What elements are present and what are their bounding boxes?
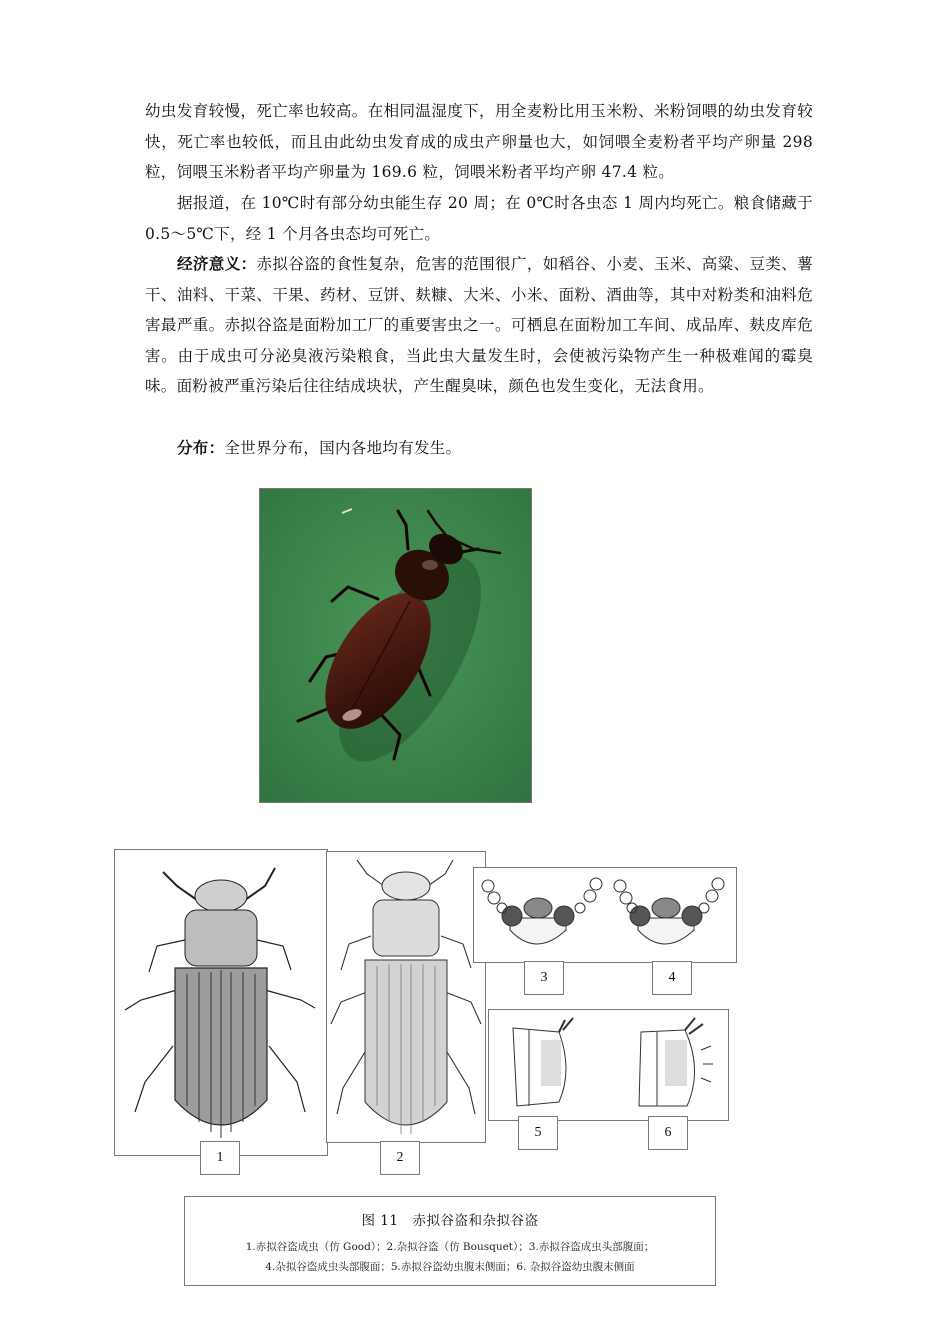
beetle-photo — [259, 488, 532, 803]
economic-significance-label: 经济意义： — [177, 254, 257, 273]
paragraph-larval-development: 幼虫发育较慢，死亡率也较高。在相同温湿度下，用全麦粉比用玉米粉、米粉饲喂的幼虫发育较快，死亡率也较低，而且由此幼虫发育成的成虫产卵量也大，如饲喂全麦粉者平均产卵量 298 粒，饲喂玉米粉者平均产卵量为 169.6 粒，饲喂米粉者平均产卵 47.4 粒。 — [145, 102, 813, 181]
paragraph-economic-significance — [145, 249, 813, 402]
panel-number-1: 1 — [200, 1141, 240, 1175]
panel-number-5: 5 — [518, 1116, 558, 1150]
panel-number-2: 2 — [380, 1141, 420, 1175]
paragraph-temperature: 据报道，在 10℃时有部分幼虫能生存 20 周；在 0℃时各虫态 1 周内均死亡。粮食储藏于 0.5～5℃下，经 1 个月各虫态均可死亡。 — [145, 194, 813, 243]
panel-number-4: 4 — [652, 961, 692, 995]
caption-figure-title: 赤拟谷盗和杂拟谷盗 — [412, 1213, 539, 1229]
panel-number-6: 6 — [648, 1116, 688, 1150]
distribution-label: 分布： — [177, 438, 225, 457]
figure-panel-2 — [326, 851, 486, 1143]
figure-panel-5-6 — [488, 1009, 729, 1121]
caption-line-2: 4.杂拟谷盗成虫头部腹面；5.赤拟谷盗幼虫腹末侧面；6. 杂拟谷盗幼虫腹末侧面 — [265, 1261, 635, 1273]
caption-line-1: 1.赤拟谷盗成虫（仿 Good）；2.杂拟谷盗（仿 Bousquet）；3.赤拟谷盗成虫头部腹面； — [245, 1241, 655, 1253]
figure-panel-3-4 — [473, 867, 737, 963]
distribution-text: 全世界分布，国内各地均有发生。 — [224, 439, 462, 457]
caption-figure-label: 图 11 — [361, 1213, 399, 1229]
caption-title — [185, 1209, 715, 1229]
figure-caption — [184, 1196, 716, 1286]
economic-significance-text: 赤拟谷盗的食性复杂，危害的范围很广，如稻谷、小麦、玉米、高粱、豆类、薯干、油料、干菜、干果、药材、豆饼、麸糠、大米、小米、面粉、酒曲等，其中对粉类和油料危害最严重。赤拟谷盗是面粉加工厂的重要害虫之一。可栖息在面粉加工车间、成品库、麸皮库危害。由于成虫可分泌臭液污染粮食，当此虫大量发生时，会使被污染物产生一种极难闻的霉臭味。面粉被严重污染后往往结成块状，产生醒臭味，颜色也发生变化，无法食用。 — [145, 255, 813, 395]
panel-number-3: 3 — [524, 961, 564, 995]
figure-panel-1 — [114, 849, 328, 1156]
paragraph-distribution — [145, 433, 813, 464]
